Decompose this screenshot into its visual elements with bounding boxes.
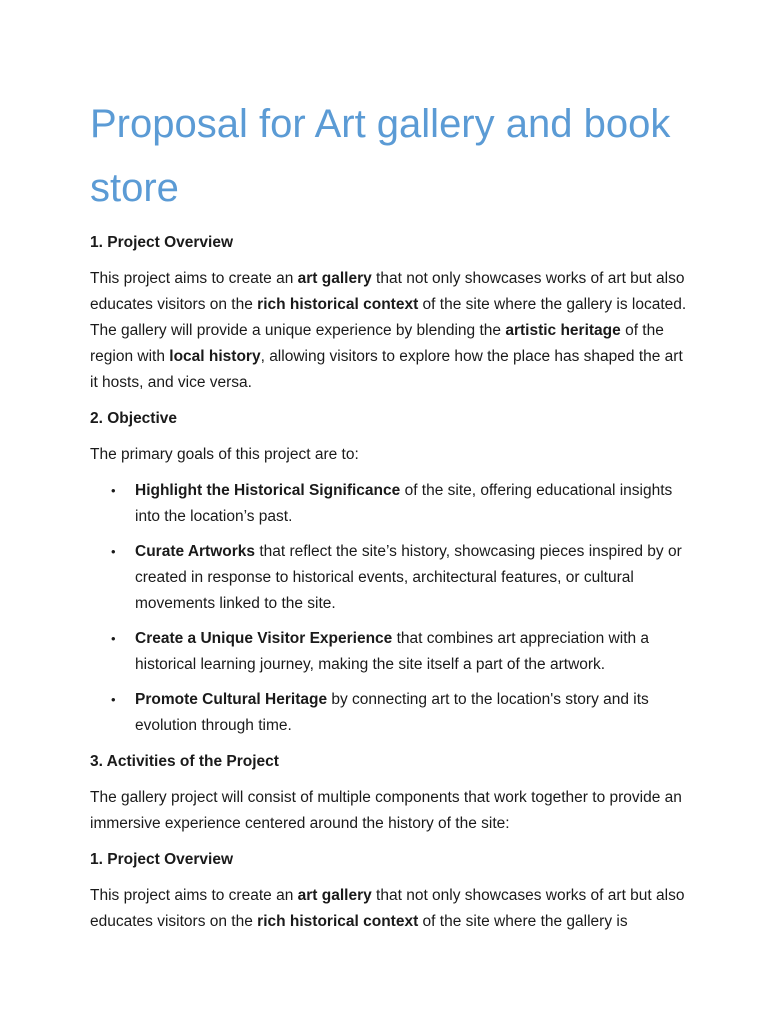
list-item-text: of the site, offering educational insights into the location’s past. (135, 482, 673, 525)
list-item (90, 687, 690, 739)
list-item-bold: Curate Artworks (135, 543, 256, 560)
text-run-bold: art gallery (297, 887, 372, 904)
list-item (90, 539, 690, 617)
text-run-bold: local history (169, 348, 261, 365)
bullet-icon: • (111, 483, 116, 498)
bullet-icon: • (111, 544, 116, 559)
section-heading-activities: 3. Activities of the Project (90, 753, 279, 770)
list-item-bold: Create a Unique Visitor Experience (135, 630, 393, 647)
objective-intro: The primary goals of this project are to: (90, 446, 359, 463)
text-run: that not only showcases works of art but also educates visitors on the (90, 270, 685, 313)
list-item-bold: Highlight the Historical Significance (135, 482, 401, 499)
list-item-text: that reflect the site’s history, showcasing pieces inspired by or created in response to historical events, architectural features, or cultural movements linked to the site. (135, 543, 682, 612)
text-run-bold: rich historical context (257, 296, 419, 313)
bullet-icon: • (111, 631, 116, 646)
list-item-text: by connecting art to the location's story and its evolution through time. (135, 691, 649, 734)
text-run-bold: artistic heritage (505, 322, 621, 339)
objective-list (90, 478, 690, 739)
list-item (90, 626, 690, 678)
document-title: Proposal for Art gallery and book store (90, 102, 671, 210)
text-run: that not only showcases works of art but also educates visitors on the (90, 887, 685, 930)
activities-intro: The gallery project will consist of multiple components that work together to provide an immersive experience centered around the history of the site: (90, 789, 682, 832)
text-run: of the site where the gallery is located. The gallery will provide a unique experience by blending the (90, 296, 687, 339)
text-run: This project aims to create an (90, 270, 298, 287)
text-run: This project aims to create an (90, 887, 298, 904)
text-run: , allowing visitors to explore how the place has shaped the art it hosts, and vice versa. (90, 348, 683, 391)
section-heading-project-overview-repeat: 1. Project Overview (90, 851, 234, 868)
list-item-text: that combines art appreciation with a historical learning journey, making the site itself a part of the artwork. (135, 630, 650, 673)
text-run: of the site where the gallery is (418, 913, 628, 930)
section-heading-project-overview: 1. Project Overview (90, 234, 234, 251)
text-run: of the region with (90, 322, 664, 365)
text-run-bold: rich historical context (257, 913, 419, 930)
project-overview-paragraph (90, 266, 690, 396)
list-item-bold: Promote Cultural Heritage (135, 691, 328, 708)
document-page (90, 92, 690, 945)
list-item (90, 478, 690, 530)
project-overview-paragraph-repeat (90, 883, 690, 935)
bullet-icon: • (111, 692, 116, 707)
section-heading-objective: 2. Objective (90, 410, 178, 427)
text-run-bold: art gallery (297, 270, 372, 287)
